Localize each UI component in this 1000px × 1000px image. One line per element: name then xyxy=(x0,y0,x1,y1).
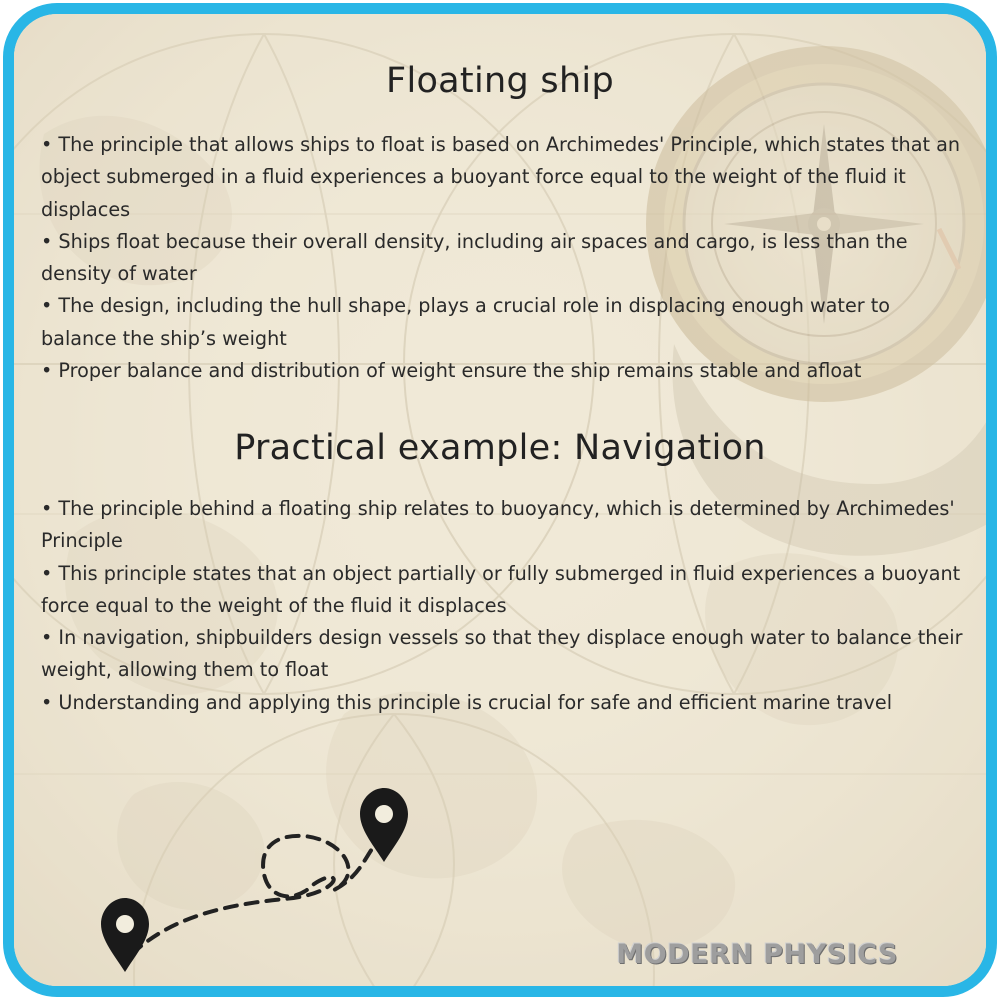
brand-logo: MODERN PHYSICS xyxy=(616,939,898,970)
bullet-item: • In navigation, shipbuilders design vessels so that they displace enough water to balance their weight, allowing them to float xyxy=(41,622,971,687)
bullet-item: • This principle states that an object partially or fully submerged in fluid experiences a buoyant force equal to the weight of the fluid it displaces xyxy=(41,558,971,623)
bullet-item: • Understanding and applying this principle is crucial for safe and efficient marine travel xyxy=(41,687,971,719)
dashed-route-path xyxy=(132,834,384,954)
map-pin-icon xyxy=(360,788,408,862)
navigation-route-illustration xyxy=(14,14,986,986)
bullet-item: • Ships float because their overall density, including air spaces and cargo, is less than the density of water xyxy=(41,226,971,291)
map-pin-icon xyxy=(101,898,149,972)
section-title-navigation: Practical example: Navigation xyxy=(234,428,766,468)
infographic-card xyxy=(3,3,997,997)
bullet-item: • The principle that allows ships to float is based on Archimedes' Principle, which states that an object submerged in a fluid experiences a buoyant force equal to the weight of the fluid it displaces xyxy=(41,129,971,226)
section-title-floating-ship: Floating ship xyxy=(386,61,614,101)
bullet-item: • The design, including the hull shape, plays a crucial role in displacing enough water to balance the ship’s weight xyxy=(41,290,971,355)
bullet-item: • The principle behind a floating ship relates to buoyancy, which is determined by Archimedes' Principle xyxy=(41,493,971,558)
bullet-item: • Proper balance and distribution of weight ensure the ship remains stable and afloat xyxy=(41,355,971,387)
